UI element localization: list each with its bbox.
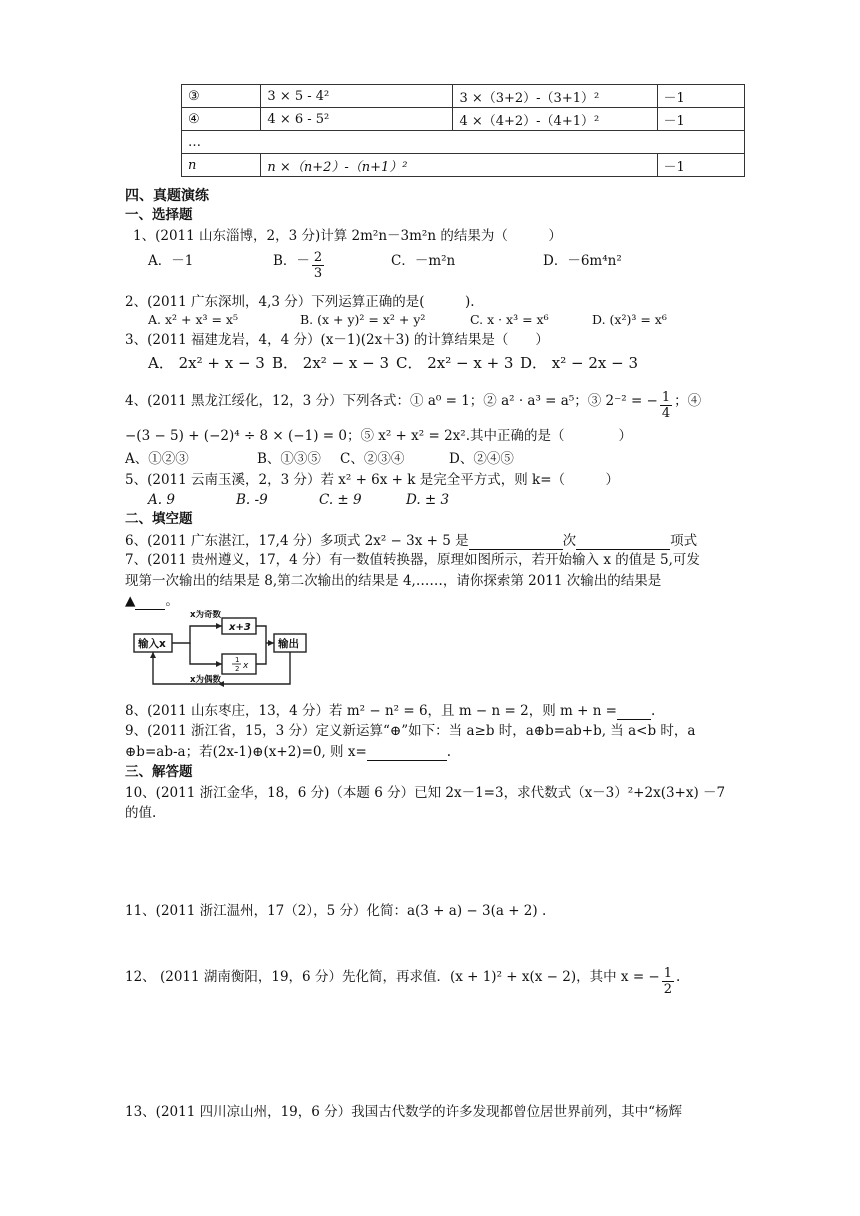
fraction bbox=[312, 250, 324, 281]
subsection-title: 三、解答题 bbox=[125, 764, 193, 780]
question-2-options bbox=[148, 311, 667, 329]
option-c: C． 2x² − x + 3 bbox=[396, 354, 514, 372]
option-c: C. x · x³ = x⁶ bbox=[470, 312, 549, 327]
option-c: C．－m²n bbox=[391, 253, 456, 269]
option-a: A、①②③ bbox=[125, 451, 189, 467]
option-a: A. x² + x³ = x⁵ bbox=[148, 312, 238, 327]
fraction-numerator: 1 bbox=[661, 390, 671, 405]
question-9-line-2 bbox=[125, 743, 451, 761]
question-3-options bbox=[148, 354, 638, 372]
question-4-options bbox=[125, 450, 514, 468]
fraction bbox=[660, 390, 672, 421]
question-8-text: 8、(2011 山东枣庄，13，4 分）若 m² − n² = 6，且 m − n = 2，则 m + n = bbox=[125, 703, 617, 719]
table-row bbox=[182, 85, 745, 108]
table-cell: 3 ×（3+2）-（3+1）² bbox=[453, 85, 657, 108]
option-c: C、②③④ bbox=[340, 451, 405, 467]
question-4-text: ；④ bbox=[674, 393, 702, 409]
fraction bbox=[662, 966, 674, 997]
half-x: x bbox=[243, 661, 249, 671]
odd-arrow bbox=[172, 626, 222, 643]
answer-blank[interactable] bbox=[367, 746, 447, 761]
subsection-title: 一、选择题 bbox=[125, 207, 193, 223]
question-6-text: 次 bbox=[562, 533, 577, 549]
option-d: D. (x²)³ = x⁶ bbox=[592, 312, 667, 327]
question-6-text: 6、(2011 广东湛江，17,4 分）多项式 2x² − 3x + 5 是 bbox=[125, 533, 469, 549]
option-b: B． 2x² − x − 3 bbox=[272, 354, 390, 372]
table-cell: ③ bbox=[182, 85, 261, 108]
option-a: A．－1 bbox=[148, 253, 194, 269]
option-b: B. -9 bbox=[236, 492, 268, 508]
question-11: 11、(2011 浙江温州，17（2），5 分）化简：a(3 + a) − 3(a + 2) . bbox=[125, 903, 547, 919]
question-5: 5、(2011 云南玉溪，2，3 分）若 x² + 6x + k 是完全平方式，则 k=（ ） bbox=[125, 472, 620, 488]
subsection-title: 二、填空题 bbox=[125, 511, 193, 527]
option-d: D. ± 3 bbox=[406, 492, 450, 508]
table-cell: －1 bbox=[657, 108, 744, 131]
table-row bbox=[182, 154, 745, 177]
option-b: B、①③⑤ bbox=[257, 451, 321, 467]
answer-blank[interactable] bbox=[135, 595, 165, 610]
plus-three-label: x+3 bbox=[229, 622, 251, 633]
question-6 bbox=[125, 532, 697, 550]
merge-line bbox=[256, 626, 266, 664]
fraction-denominator: 4 bbox=[661, 406, 671, 421]
half-denominator: 2 bbox=[235, 665, 240, 673]
question-1: 1、(2011 山东淄博，2，3 分)计算 2m²n－3m²n 的结果为（ ） bbox=[133, 228, 562, 244]
table-cell: 3 × 5 - 4² bbox=[261, 85, 453, 108]
pattern-table bbox=[181, 84, 745, 177]
section-title: 四、真题演练 bbox=[125, 188, 209, 204]
option-d: D．－6m⁴n² bbox=[543, 253, 622, 269]
question-2: 2、(2011 广东深圳，4,3 分）下列运算正确的是( ). bbox=[125, 294, 475, 310]
question-1-options bbox=[148, 250, 622, 281]
table-row bbox=[182, 108, 745, 131]
table-cell: 4 × 6 - 5² bbox=[261, 108, 453, 131]
question-9-line-1: 9、(2011 浙江省，15，3 分）定义新运算“⊕”如下：当 a≥b 时，a⊕b=ab+b, 当 a<b 时，a bbox=[125, 723, 696, 739]
answer-blank[interactable] bbox=[617, 705, 651, 720]
output-label: 输出 bbox=[278, 638, 299, 650]
number-converter-diagram bbox=[128, 610, 308, 692]
question-8 bbox=[125, 702, 655, 720]
table-row bbox=[182, 131, 745, 154]
question-10-line-1: 10、(2011 浙江金华，18，6 分)（本题 6 分）已知 2x－1=3，求代数式（x－3）²+2x(3+x) －7 bbox=[125, 785, 726, 801]
option-b bbox=[273, 250, 391, 281]
answer-blank[interactable] bbox=[469, 535, 563, 550]
even-arrow bbox=[190, 643, 222, 664]
table-cell: … bbox=[182, 131, 745, 154]
question-8-text: . bbox=[651, 703, 656, 719]
fraction-denominator: 2 bbox=[663, 982, 673, 997]
table-cell: n bbox=[182, 154, 261, 177]
option-b: B. (x + y)² = x² + y² bbox=[300, 312, 426, 327]
question-12-text: 12、 (2011 湖南衡阳，19，6 分）先化简，再求值．(x + 1)² + x(x − 2)，其中 x = − bbox=[125, 969, 660, 985]
answer-blank[interactable] bbox=[576, 535, 670, 550]
option-c: C. ± 9 bbox=[319, 492, 362, 508]
question-7-line-3 bbox=[125, 592, 179, 610]
triangle-marker: ▲ bbox=[125, 593, 136, 609]
question-5-options bbox=[148, 491, 449, 509]
question-6-text: 项式 bbox=[670, 533, 698, 549]
input-label: 输入x bbox=[138, 638, 166, 650]
table-cell: ④ bbox=[182, 108, 261, 131]
question-4-line-2: −(3 − 5) + (−2)⁴ ÷ 8 × (−1) = 0；⑤ x² + x² = 2x².其中正确的是（ ） bbox=[125, 428, 632, 444]
odd-label: x为奇数 bbox=[190, 610, 221, 620]
question-9-text: ⊕b=ab-a；若(2x-1)⊕(x+2)=0, 则 x= bbox=[125, 744, 367, 760]
table-cell: n ×（n+2）-（n+1）² bbox=[261, 154, 657, 177]
option-b-label: B．－ bbox=[273, 253, 310, 269]
fraction-numerator: 1 bbox=[663, 966, 673, 981]
question-12 bbox=[125, 966, 680, 997]
option-d: D、②④⑤ bbox=[449, 451, 514, 467]
question-7-line-2: 现第一次输出的结果是 8,第二次输出的结果是 4,……，请你探索第 2011 次输出的结果是 bbox=[125, 573, 662, 589]
table-cell: －1 bbox=[657, 85, 744, 108]
fraction-numerator: 2 bbox=[313, 250, 323, 265]
question-7-text: 。 bbox=[165, 593, 179, 609]
table-cell: －1 bbox=[657, 154, 744, 177]
question-7-line-1: 7、(2011 贵州遵义，17，4 分）有一数值转换器，原理如图所示，若开始输入 x 的值是 5,可发 bbox=[125, 552, 700, 568]
even-label: x为偶数 bbox=[190, 675, 221, 685]
half-numerator: 1 bbox=[235, 656, 240, 664]
option-a: A. 9 bbox=[148, 492, 175, 508]
question-12-text: . bbox=[676, 969, 681, 985]
option-d: D． x² − 2x − 3 bbox=[520, 354, 639, 372]
question-4-line-1 bbox=[125, 390, 701, 421]
question-13: 13、(2011 四川凉山州，19，6 分）我国古代数学的许多发现都曾位居世界前列，其中“杨辉 bbox=[125, 1104, 683, 1120]
question-3: 3、(2011 福建龙岩，4，4 分）(x－1)(2x＋3) 的计算结果是（ ） bbox=[125, 332, 549, 348]
question-10-line-2: 的值. bbox=[125, 805, 157, 821]
question-4-text: 4、(2011 黑龙江绥化，12，3 分）下列各式：① a⁰ = 1；② a² · a³ = a⁵；③ 2⁻² = − bbox=[125, 393, 658, 409]
table-cell: 4 ×（4+2）-（4+1）² bbox=[453, 108, 657, 131]
question-9-text: . bbox=[446, 744, 452, 760]
fraction-denominator: 3 bbox=[313, 266, 323, 281]
option-a: A． 2x² + x − 3 bbox=[148, 354, 265, 372]
